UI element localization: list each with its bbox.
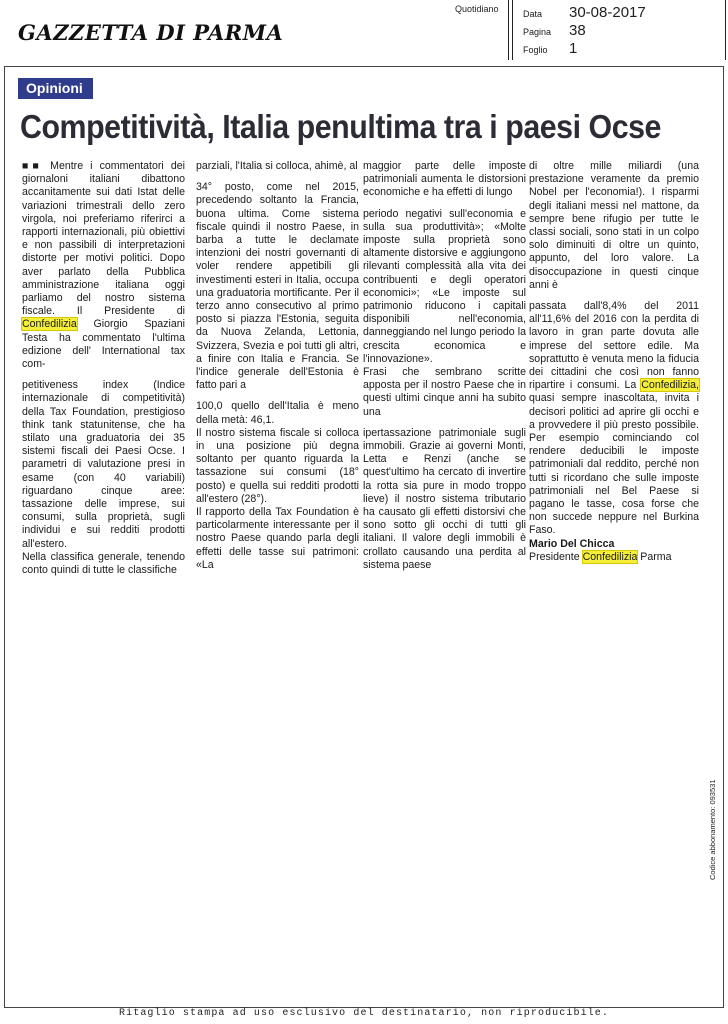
text-run: Giorgio Spaziani Testa ha commentato l'ultima edizione dell' International tax com- [22,318,185,371]
publication-kind: Quotidiano [455,4,499,14]
meta-label-date: Data [523,9,543,19]
masthead [0,0,728,62]
highlighted-term: Confedilizia [22,318,77,331]
text-run: Parma [637,550,672,563]
section-label: Opinioni [18,78,93,99]
paragraph: maggior parte delle imposte patrimoniali aumenta le distorsioni economiche e ha effetti di lungo [363,160,526,199]
author-name: Mario Del Chicca [529,537,615,550]
paragraph: Frasi che sembrano scritte apposta per il nostro Paese che in questi ultimi cinque anni ha subito una [363,366,526,418]
highlighted-term: Confedilizia [582,550,638,563]
clipping-meta-box [512,0,726,60]
paragraph: di oltre mille miliardi (una prestazione veramente da premio Nobel per l'economia!). I risparmi degli italiani messi nel mattone, da sempre bene rifugio per tutte le classi sociali, sono stati in un colpo solo diminuiti di oltre un quinto, appunto, del loro valore. La disoccupazione in questi cinque anni è [529,160,699,291]
paragraph: Nella classifica generale, tenendo conto quindi di tutte le classifiche [22,550,185,577]
text-run: passata dall'8,4% del 2011 all'11,6% del 2016 con la perdita di lavoro in gran parte dovuta alle imprese del settore edile. Ma soprattutto è venuta meno la fiducia dei cittadini che così non fanno ripartire i consumi. La [529,300,699,392]
paragraph [529,300,699,538]
article-column-2 [196,160,359,572]
meta-value-sheet: 1 [569,40,578,57]
footer-notice: Ritaglio stampa ad uso esclusivo del destinatario, non riproducibile. [119,1008,609,1019]
author-role [529,551,699,564]
paragraph: parziali, l'Italia si colloca, ahimè, al [196,160,358,172]
paragraph: ipertassazione patrimoniale sugli immobili. Grazie ai governi Monti, Letta e Renzi (anche se quest'ultimo ha cercato di invertire la rotta sia pure in modo troppo lieve) il nostro sistema tributario ha causato gli effetti distorsivi che sono sotto gli occhi di tutti gli italiani. Il valore degli immobili è crollato causando una perdita al sistema paese [363,426,526,571]
paragraph: petitiveness index (Indice internazionale di competitività) della Tax Foundation, prestigioso think tank statunitense, che ha stilato una graduatoria dei 35 sistemi fiscali dei Paesi Ocse. I parametri di valutazione presi in esame (con 40 variabili) riguardano cinque aree: tassazione delle imprese, sui consumi, sulla proprietà, sugli individui e sui redditi prodotti all'estero. [22,379,185,550]
paragraph: Il rapporto della Tax Foundation è particolarmente interessante per il nostro Paese quando parla degli effetti delle tasse sui patrimoni: «La [196,506,359,571]
paragraph: 34° posto, come nel 2015, precedendo soltanto la Francia, buona ultima. Come sistema fiscale quindi il nostro Paese, in barba a tutte le declamate intenzioni dei nostri governanti di voler rendere appetibili gli investimenti esteri in Italia, occupa una graduatoria mortificante. Per il terzo anno consecutivo al primo posto si piazza l'Estonia, seguita da Nuova Zelanda, Lettonia, Svizzera, Svezia e poi tutti gli altri, a finire con Italia e Francia. Se l'indice generale dell'Estonia è fatto pari a [196,181,359,392]
meta-value-page: 38 [569,22,586,39]
paragraph [22,160,185,371]
paragraph: Il nostro sistema fiscale si colloca in una posizione più degna soltanto per quanto riguarda la tassazione sui consumi (18° posto) e quella sui redditi prodotti all'estero (28°). [196,426,359,505]
meta-label-sheet: Foglio [523,45,548,55]
article-headline: Competitività, Italia penultima tra i paesi Ocse [20,108,661,145]
paragraph: 100,0 quello dell'Italia è meno della metà: 46,1. [196,400,359,426]
article-column-4 [529,160,699,564]
meta-label-page: Pagina [523,27,552,37]
article-column-1 [22,160,185,577]
meta-value-date: 30-08-2017 [569,4,646,21]
article-column-3 [363,160,526,572]
paragraph: periodo negativi sull'economia e sulla sua produttività»; «Molte imposte sulla proprietà sono altamente distorsive e aggiungono rilevanti complessità alla vita dei contribuenti e degli operatori economici»; «Le imposte sul patrimonio riducono i capitali disponibili nell'economia, danneggiando nel lungo periodo la crescita economica e l'innovazione». [363,207,526,365]
text-run: ■■ Mentre i commentatori dei giornaloni italiani dibattono accanitamente sui dati Istat delle variazioni trimestrali dello zero virgola, noi preferiamo riferirci a rapporti internazionali, più obiettivi e non passibili di interpretazioni distorte per motivi politici. Dopo aver parlato della Pubblica amministrazione italiana oggi parliamo del nostro sistema fiscale. Il Presidente di [22,160,185,318]
newspaper-logo: GAZZETTA DI PARMA [18,20,284,45]
subscription-code: Codice abbonamento: 093531 [708,779,717,880]
text-run: quasi sempre inascoltata, invita i decisori politici ad aprire gli occhi e a provvedere il più presto possibile. Per esempio cominciando col rendere deducibili le imposte patrimoniali dal reddito, perché non tutti si ricordano che sulle imposte patrimoniali nel Bel Paese si pagano le tasse, cosa forse che non succede neppure nel Burkina Faso. [529,392,699,537]
highlighted-term: Confedilizia, [641,379,699,392]
text-run: Presidente [529,550,583,563]
